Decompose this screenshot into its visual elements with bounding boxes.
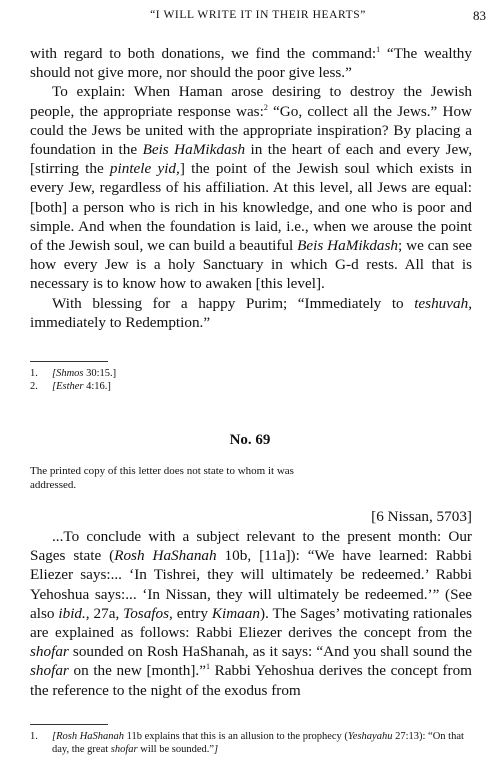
footnotes-letter xyxy=(30,730,470,756)
section-1-body xyxy=(30,44,472,332)
letter-heading: No. 69 xyxy=(229,432,271,448)
footnote-rule-letter xyxy=(30,724,108,725)
footnote-marker: 2 xyxy=(263,102,268,112)
letter-date: [6 Nissan, 5703] xyxy=(371,508,472,525)
paragraph-2: To explain: When Haman arose desiring to destroy the Jewish people, the appropriate response was:$^2$ “Go, collect all the Jews.” How could the Jews be united with the appropriate inspiration? By placing a foundation in the Beis HaMikdash in the heart of each and every Jew, [stirring the pintele yid,] the point of the Jewish soul which exists in every Jew, regardless of his affiliation. At this level, all Jews are equal: [both] a person who is rich in his knowledge, and one who is poor and simple. And when the foundation is laid, i.e., when we arouse the point of the Jewish soul, we can build a beautiful Beis HaMikdash; we can see how every Jew is a holy Sanctuary in which G-d rests. All that is necessary is to know how to awaken [this level]. xyxy=(30,83,473,293)
letter-footnote-1: 1. [Rosh HaShanah 11b explains that this is an allusion to the prophecy (Yeshayahu 27:13): “On that day, the great shofar will be sounded.”] xyxy=(30,731,464,755)
footnote-marker: 1 xyxy=(376,45,381,54)
paragraph-1: with regard to both donations, we find the command:$^1$ “The wealthy should not give more, nor should the poor give less.” xyxy=(30,45,472,82)
paragraph-3: With blessing for a happy Purim; “Immediately to teshuvah, immediately to Redemption.” xyxy=(30,294,472,331)
footnote-2: 2. [Esther 4:16.] xyxy=(30,381,111,392)
footnote-rule xyxy=(30,361,108,362)
letter-body xyxy=(30,527,472,700)
footnotes-section-1 xyxy=(30,367,470,393)
footnote-1: 1. [Shmos 30:15.] xyxy=(30,368,117,379)
letter-paragraph: ...To conclude with a subject relevant to the present month: Our Sages state (Rosh HaShanah 10b, [11a]): “We have learned: Rabbi Eliezer says:... ‘In Tishrei, they will ultimately be redeemed.’ Rabbi Yehoshua says:... ‘In Nissan, they will ultimately be redeemed.’” (See also ibid., 27a, Tosafos, entry Kimaan). The Sages’ motivating rationales are explained as follows: Rabbi Eliezer derives the concept from the shofar sounded on Rosh HaShanah, as it says: “And you shall sound the shofar on the new [month].”$^1$ Rabbi Yehoshua derives the concept from the reference to the night of the exodus from xyxy=(30,528,472,699)
running-title: “I WILL WRITE IT IN THEIR HEARTS” xyxy=(150,9,366,21)
letter-preface: The printed copy of this letter does not state to whom it was addressed. xyxy=(30,465,294,491)
footnote-marker: 1 xyxy=(205,662,210,672)
running-header xyxy=(30,8,486,24)
page-number: 83 xyxy=(473,8,486,23)
